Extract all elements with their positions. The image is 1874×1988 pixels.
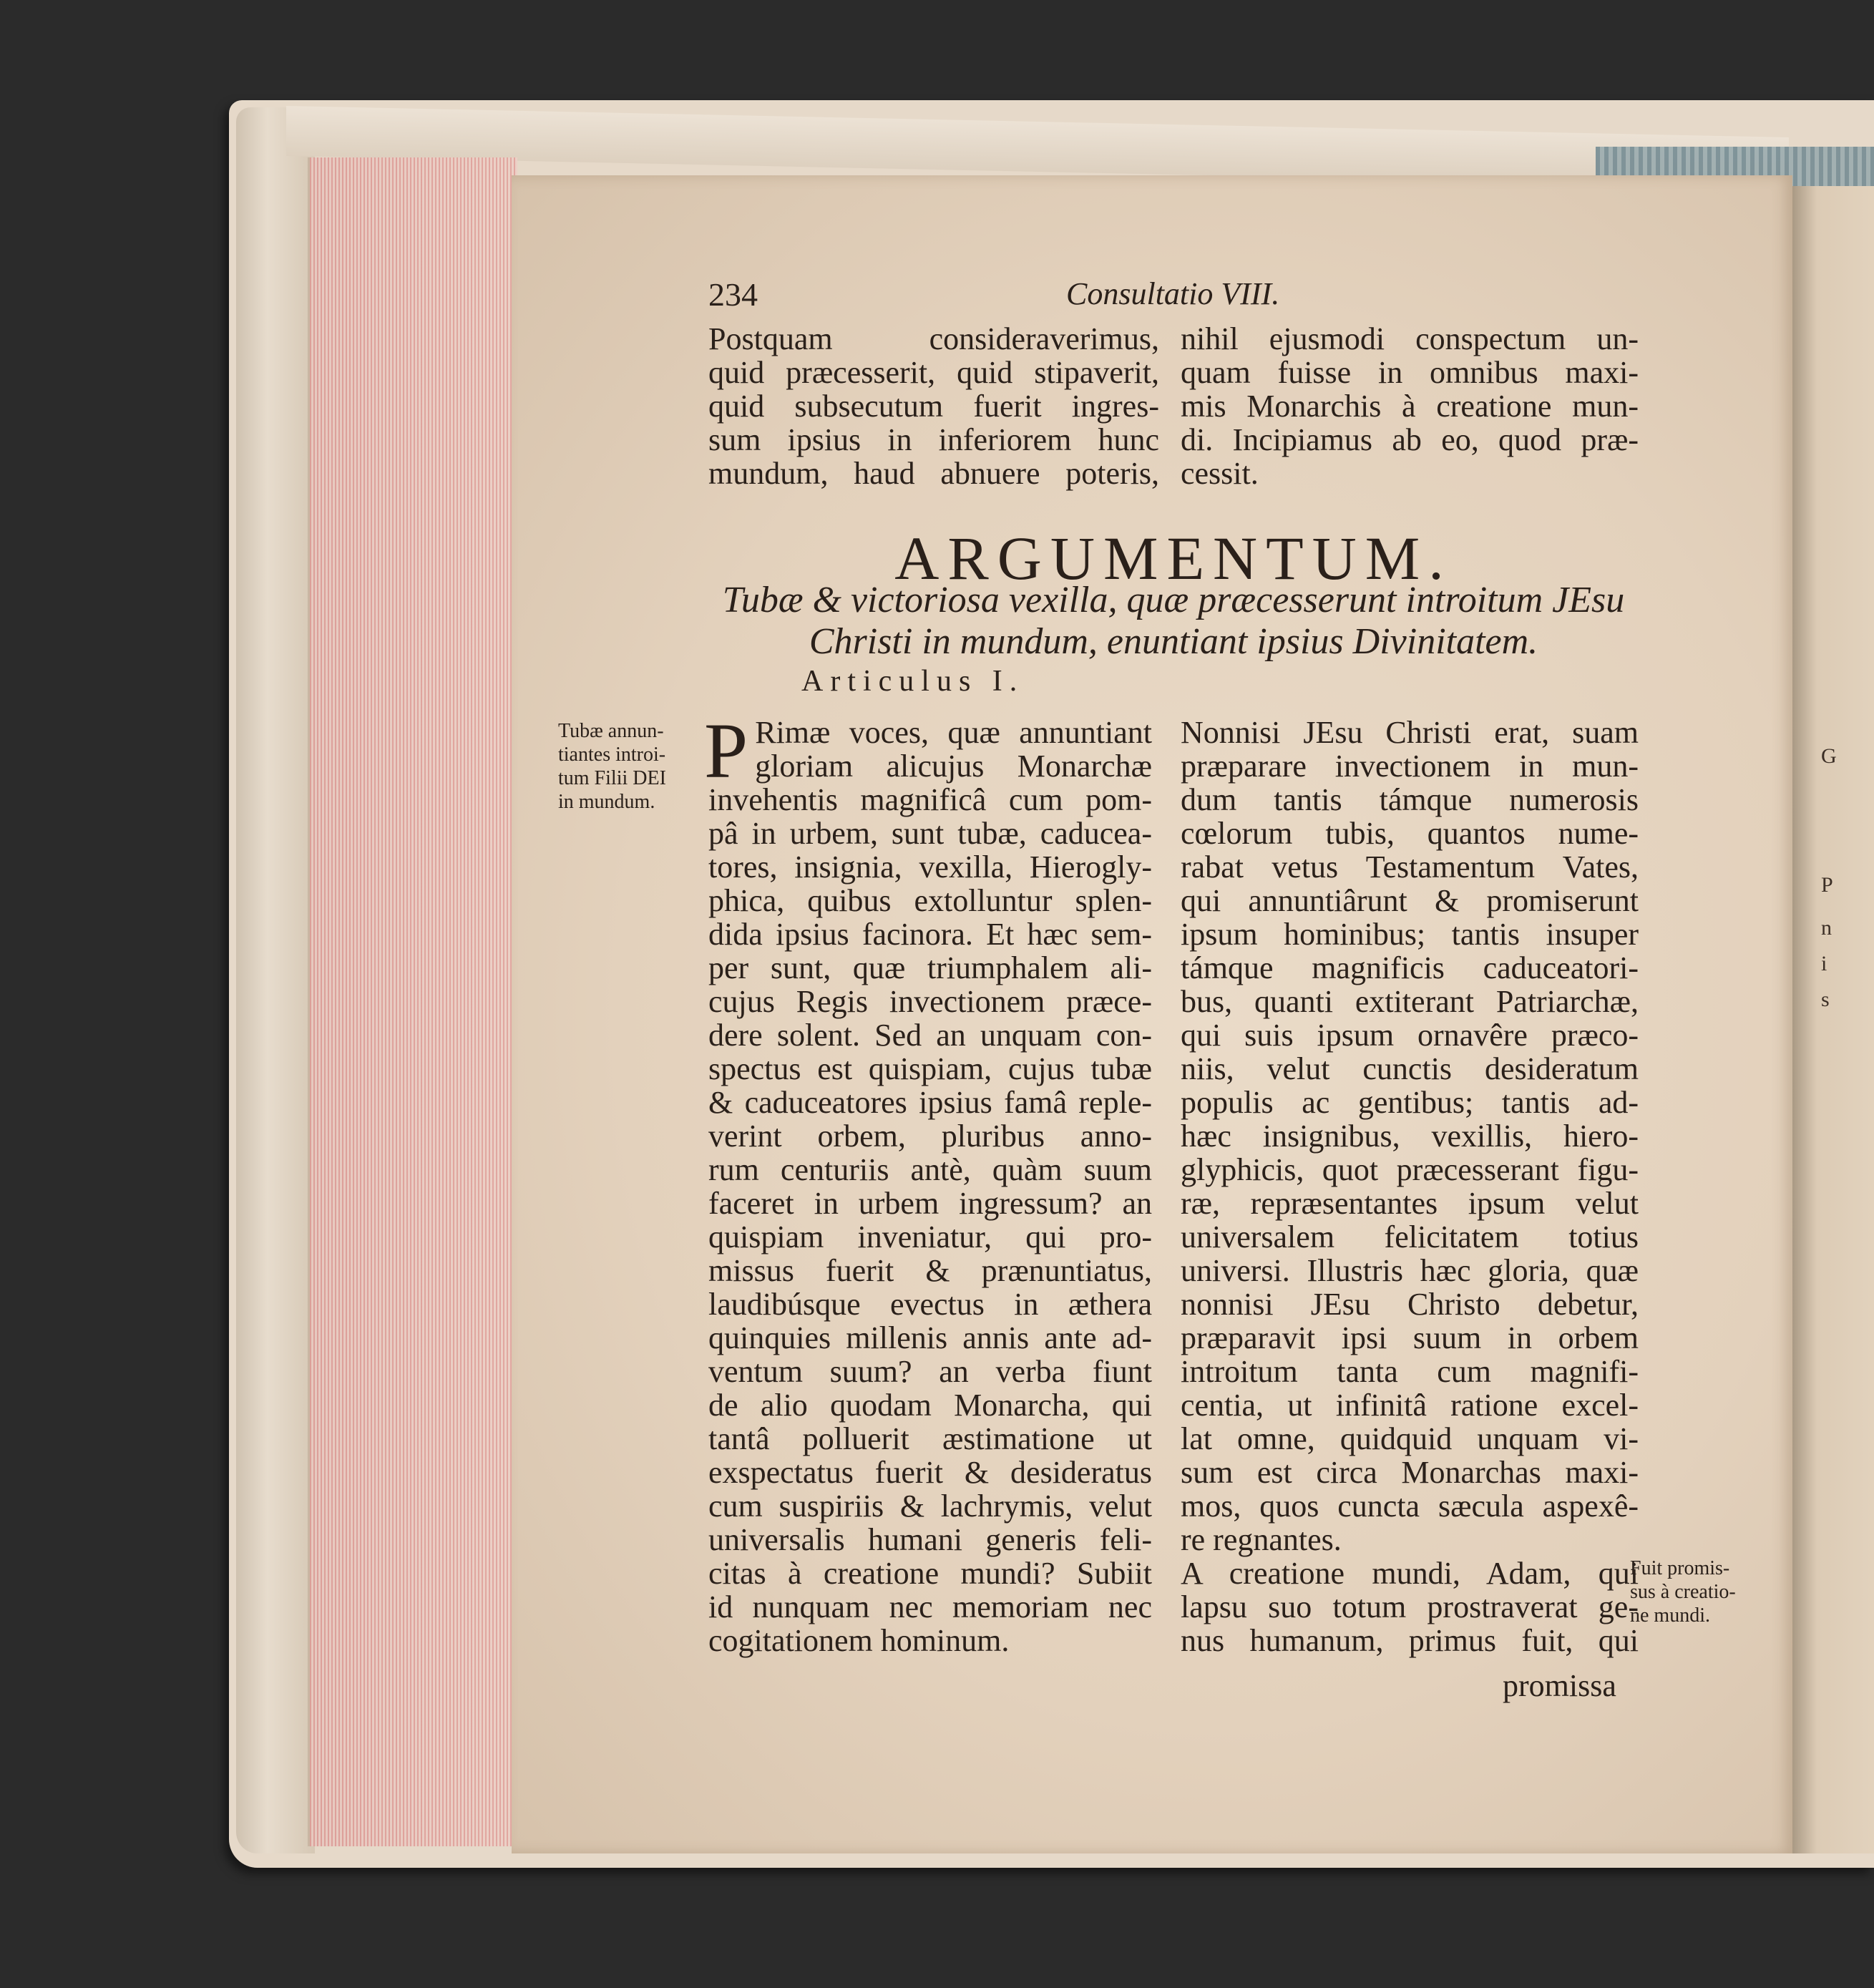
section-subtitle-line-1: Tubæ & victoriosa vexilla, quæ præcesserunt introitum JEsu bbox=[722, 580, 1625, 620]
text-line: & caduceatores ipsius famâ reple- bbox=[708, 1085, 1152, 1120]
text-line: faceret in urbem ingressum? an bbox=[708, 1186, 1152, 1221]
text-line: de alio quodam Monarcha, qui bbox=[708, 1388, 1152, 1423]
text-line: introitum tanta cum magnifi- bbox=[1181, 1354, 1639, 1389]
top-right-column bbox=[1181, 322, 1639, 490]
text-line: cogitationem hominum. bbox=[708, 1623, 1010, 1658]
text-line: mundum, haud abnuere poteris, bbox=[708, 456, 1159, 491]
text-line: cœlorum tubis, quantos nume- bbox=[1181, 816, 1639, 851]
text-line: di. Incipiamus ab eo, quod præ- bbox=[1181, 422, 1639, 457]
facing-page-fragment: n bbox=[1821, 916, 1832, 940]
text-line: centia, ut infinitâ ratione excel- bbox=[1181, 1388, 1639, 1423]
text-line: sum est circa Monarchas maxi- bbox=[1181, 1455, 1639, 1490]
text-line: rabat vetus Testamentum Vates, bbox=[1181, 849, 1639, 885]
text-line: dida ipsius facinora. Et hæc sem- bbox=[708, 917, 1152, 952]
text-line: missus fuerit & prænuntiatus, bbox=[708, 1253, 1152, 1288]
left-margin-note bbox=[558, 719, 708, 814]
text-line: Rimæ voces, quæ annuntiant bbox=[755, 715, 1152, 750]
text-line: ræ, repræsentantes ipsum velut bbox=[1181, 1186, 1639, 1221]
top-left-column bbox=[708, 322, 1159, 490]
text-line: quam fuisse in omnibus maxi- bbox=[1181, 355, 1639, 390]
red-sprinkled-page-edges bbox=[308, 157, 517, 1846]
right-margin-note bbox=[1630, 1556, 1773, 1627]
text-line: tores, insignia, vexilla, Hierogly- bbox=[708, 849, 1152, 885]
margin-note-line: Fuit promis- bbox=[1630, 1557, 1730, 1579]
margin-note-line: in mundum. bbox=[558, 791, 655, 813]
text-line: universalis humani generis feli- bbox=[708, 1522, 1152, 1557]
running-head bbox=[708, 276, 1624, 318]
margin-note-line: sus à creatio- bbox=[1630, 1581, 1736, 1603]
text-line: cum suspiriis & lachrymis, velut bbox=[708, 1488, 1152, 1524]
page-number: 234 bbox=[708, 276, 758, 313]
text-line: A creatione mundi, Adam, qui bbox=[1181, 1556, 1639, 1591]
text-line: nonnisi JEsu Christo debetur, bbox=[1181, 1287, 1639, 1322]
text-line: pâ in urbem, sunt tubæ, caducea- bbox=[708, 816, 1152, 851]
text-line: citas à creatione mundi? Subiit bbox=[708, 1556, 1152, 1591]
text-line: spectus est quispiam, cujus tubæ bbox=[708, 1051, 1152, 1086]
text-line: universi. Illustris hæc gloria, quæ bbox=[1181, 1253, 1639, 1288]
text-line: quid præcesserit, quid stipaverit, bbox=[708, 355, 1159, 390]
text-line: rum centuriis antè, quàm suum bbox=[708, 1152, 1152, 1187]
text-line: ventum suum? an verba fiunt bbox=[708, 1354, 1152, 1389]
text-line: universalem felicitatem totius bbox=[1181, 1219, 1639, 1254]
text-line: phica, quibus extolluntur splen- bbox=[708, 883, 1152, 918]
catchword: promissa bbox=[1503, 1668, 1616, 1703]
section-subtitle-line-2: Christi in mundum, enuntiant ipsius Divinitatem. bbox=[809, 621, 1538, 662]
text-line: quispiam inveniatur, qui pro- bbox=[708, 1219, 1152, 1254]
text-line: gloriam alicujus Monarchæ bbox=[755, 749, 1152, 784]
margin-note-line: tiantes introi- bbox=[558, 744, 666, 766]
text-line: præparavit ipsi suum in orbem bbox=[1181, 1320, 1639, 1355]
text-line: glyphicis, quot præcesserant figu- bbox=[1181, 1152, 1639, 1187]
facing-page-fragment: G bbox=[1821, 744, 1837, 768]
text-line: lat omne, quidquid unquam vi- bbox=[1181, 1421, 1639, 1456]
text-line: bus, quanti extiterant Patriarchæ, bbox=[1181, 984, 1639, 1019]
running-head-title: Consultatio VIII. bbox=[1066, 276, 1280, 311]
text-line: hæc insignibus, vexillis, hiero- bbox=[1181, 1119, 1639, 1154]
drop-cap: P bbox=[704, 707, 748, 794]
text-line: quid subsecutum fuerit ingres- bbox=[708, 389, 1159, 424]
facing-page-edge bbox=[1792, 186, 1874, 1853]
text-line: nus humanum, primus fuit, qui bbox=[1181, 1623, 1639, 1658]
text-line: sum ipsius in inferiorem hunc bbox=[708, 422, 1159, 457]
text-line: Nonnisi JEsu Christi erat, suam bbox=[1181, 715, 1639, 750]
text-line: per sunt, quæ triumphalem ali- bbox=[708, 950, 1152, 985]
text-line: re regnantes. bbox=[1181, 1522, 1342, 1557]
main-left-column bbox=[704, 707, 1152, 1658]
text-line: qui suis ipsum ornavêre præco- bbox=[1181, 1018, 1639, 1053]
articulus-heading: Articulus I. bbox=[801, 665, 1025, 698]
facing-page-fragment: i bbox=[1821, 952, 1827, 975]
margin-note-line: tum Filii DEI bbox=[558, 767, 666, 789]
book-cover-edge bbox=[236, 107, 315, 1853]
text-line: nihil ejusmodi conspectum un- bbox=[1181, 321, 1639, 356]
section-heading: ARGUMENTUM. bbox=[894, 524, 1453, 593]
main-right-column bbox=[1181, 716, 1639, 1657]
text-line: qui annuntiârunt & promiserunt bbox=[1181, 883, 1639, 918]
text-line: Postquam consideraverimus, bbox=[708, 321, 1159, 356]
text-line: præparare invectionem in mun- bbox=[1181, 749, 1639, 784]
text-line: populis ac gentibus; tantis ad- bbox=[1181, 1085, 1639, 1120]
text-line: dum tantis támque numerosis bbox=[1181, 782, 1639, 817]
text-line: tantâ polluerit æstimatione ut bbox=[708, 1421, 1152, 1456]
margin-note-line: ne mundi. bbox=[1630, 1604, 1710, 1627]
text-line: cessit. bbox=[1181, 456, 1259, 491]
text-line: niis, velut cunctis desideratum bbox=[1181, 1051, 1639, 1086]
text-line: ipsum hominibus; tantis insuper bbox=[1181, 917, 1639, 952]
facing-page-fragment: P bbox=[1821, 873, 1833, 897]
text-line: verint orbem, pluribus anno- bbox=[708, 1119, 1152, 1154]
text-line: id nunquam nec memoriam nec bbox=[708, 1589, 1152, 1624]
text-line: támque magnificis caduceatori- bbox=[1181, 950, 1639, 985]
text-line: cujus Regis invectionem præce- bbox=[708, 984, 1152, 1019]
facing-page-fragment: s bbox=[1821, 988, 1830, 1011]
text-line: mis Monarchis à creatione mun- bbox=[1181, 389, 1639, 424]
text-line: invehentis magnificâ cum pom- bbox=[708, 782, 1152, 817]
text-line: dere solent. Sed an unquam con- bbox=[708, 1018, 1152, 1053]
text-line: lapsu suo totum prostraverat ge- bbox=[1181, 1589, 1639, 1624]
margin-note-line: Tubæ annun- bbox=[558, 720, 664, 742]
text-line: laudibúsque evectus in æthera bbox=[708, 1287, 1152, 1322]
text-line: mos, quos cuncta sæcula aspexê- bbox=[1181, 1488, 1639, 1524]
text-line: exspectatus fuerit & desideratus bbox=[708, 1455, 1152, 1490]
text-line: quinquies millenis annis ante ad- bbox=[708, 1320, 1152, 1355]
